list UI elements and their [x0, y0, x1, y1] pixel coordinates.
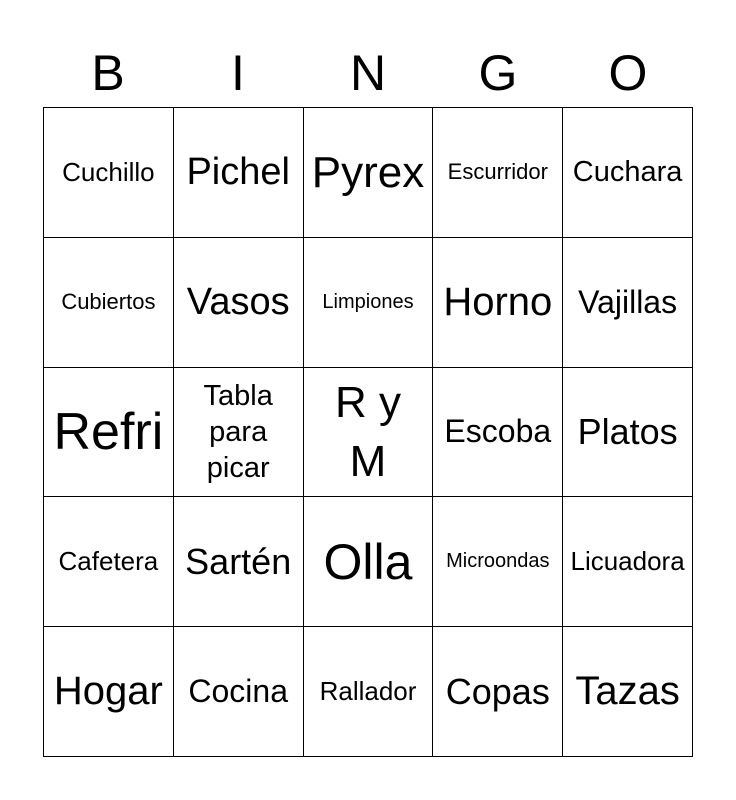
bingo-cell[interactable]: Cuchara [563, 108, 693, 238]
header-letter-g: G [478, 45, 518, 101]
bingo-cell[interactable]: Sartén [174, 497, 304, 627]
bingo-cell[interactable]: Vajillas [563, 238, 693, 368]
bingo-cell[interactable]: Tazas [563, 627, 693, 757]
header-letter-o: O [608, 45, 648, 101]
bingo-cell[interactable]: Escurridor [433, 108, 563, 238]
bingo-cell[interactable]: Cafetera [44, 497, 174, 627]
bingo-cell[interactable]: Cocina [174, 627, 304, 757]
free-space-cell[interactable]: R y M [304, 368, 434, 498]
bingo-cell[interactable]: Pyrex [304, 108, 434, 238]
header-letter-n: N [349, 45, 387, 101]
bingo-card-grid [43, 107, 693, 757]
bingo-cell[interactable]: Limpiones [304, 238, 434, 368]
bingo-cell[interactable]: Microondas [433, 497, 563, 627]
bingo-cell[interactable]: Tabla para picar [174, 368, 304, 498]
header-letter-b: B [91, 45, 125, 101]
header-letter-i: I [231, 45, 245, 101]
bingo-cell[interactable]: Licuadora [563, 497, 693, 627]
bingo-cell[interactable]: Escoba [433, 368, 563, 498]
bingo-header [43, 40, 693, 106]
bingo-cell[interactable]: Rallador [304, 627, 434, 757]
bingo-cell[interactable]: Refri [44, 368, 174, 498]
bingo-cell[interactable]: Hogar [44, 627, 174, 757]
bingo-cell[interactable]: Platos [563, 368, 693, 498]
bingo-cell[interactable]: Copas [433, 627, 563, 757]
bingo-cell[interactable]: Vasos [174, 238, 304, 368]
bingo-cell[interactable]: Cubiertos [44, 238, 174, 368]
bingo-cell[interactable]: Olla [304, 497, 434, 627]
bingo-cell[interactable]: Horno [433, 238, 563, 368]
bingo-cell[interactable]: Cuchillo [44, 108, 174, 238]
bingo-cell[interactable]: Pichel [174, 108, 304, 238]
